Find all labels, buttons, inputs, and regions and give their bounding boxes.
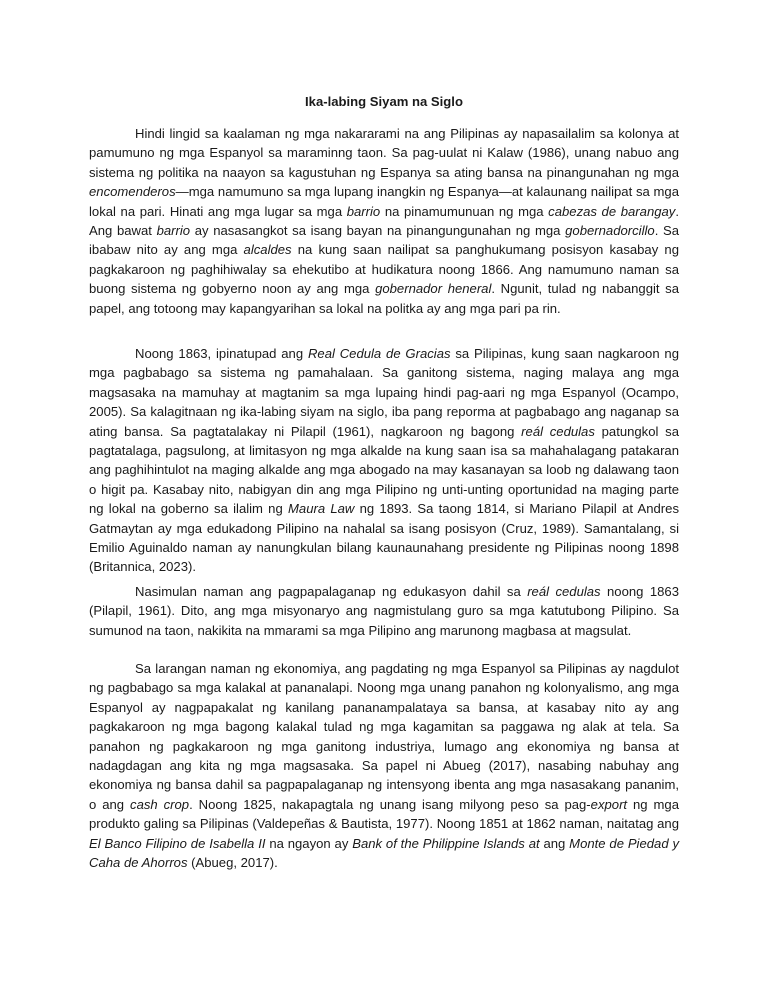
paragraph-real-cedula [89,344,679,577]
italic-term: alcaldes [243,242,292,258]
text-run: ng 1893. Sa taong 1814, si Mariano Pilapil at Andres Gatmaytan ay mga edukadong Pilipino na nahalal sa isang posisyon (Cruz, 1989). Samantalang, si Emilio Aguinaldo naman ay nanungkulan bilang kaunaunahang presidente ng Pilipinas noong 1898 (Britannica, 2023). [89,501,680,575]
italic-term: Maura Law [288,501,355,517]
text-run: ng mga produkto galing sa Pilipinas (Valdepeñas & Bautista, 1977). Noong 1851 at 1862 naman, naitatag ang [89,796,679,832]
italic-term: barrio [346,203,381,219]
text-run: Nasimulan naman ang pagpapalaganap ng edukasyon dahil sa [135,584,528,599]
italic-term: export [590,796,628,812]
text-run: Sa larangan naman ng ekonomiya, ang pagdating ng mga Espanyol sa Pilipinas ay nagdulot ng pagbabago sa mga kalakal at pananalapi. Noong mga unang panahon ng kolonyalismo, ang mga Espanyol ay nagpapakalat ng kanilang pananampalataya sa bansa, at kasabay nito ay ang pagkakaroon ng mga bagong kalakal tulad ng mga kagamitan sa paggawa ng alak at tela. Sa panahon ng pagkakaroon ng mga ganitong industriya, lumago ang ekonomiya ng bansa at nadagdagan ang kita ng mga magsasaka. Sa papel ni Abueg (2017), nasabing nabuhay ang ekonomiya ng bansa dahil sa pagpapalaganap ng intensyong ibenta ang mga nasasakang pananim, o ang [89,661,679,812]
text-run: Noong 1863, ipinatupad ang [135,346,308,361]
text-run: Hindi lingid sa kaalaman ng mga nakararami na ang Pilipinas ay napasailalim sa kolonya at pamumuno ng mga Espanyol sa maraminng taon. Sa pag-uulat ni Kalaw (1986), unang nabuo ang sistema ng politika na naayon sa kagustuhan ng Espanya sa ating bansa na pinangunahan ng mga [89,126,679,180]
text-run: ay nasasangkot sa isang bayan na pinangungunahan ng mga [190,223,566,239]
italic-term: barrio [156,223,191,239]
text-run: —mga namumuno sa mga lupang inangkin ng Espanya—at kalaunang nailipat sa mga lokal na pari. Hinati ang mga lugar sa mga [89,184,679,219]
italic-term: Real Cedula de Gracias [307,346,451,361]
italic-term: Bank of the Philippine Islands at [352,835,540,851]
paragraph-education [89,582,679,640]
text-run: . Sa ibabaw nito ay ang mga [89,223,680,258]
italic-term: cash crop [130,796,190,812]
text-run: na pinamumunuan ng mga [380,203,549,219]
italic-term: gobernador heneral [375,281,492,297]
paragraph-economy [89,659,679,872]
italic-term: encomenderos [89,184,176,200]
text-run: . Ang bawat [89,203,679,239]
text-run: . Ngunit, tulad ng nabanggit sa papel, ang totoong may kapangyarihan sa lokal na politka ay ang mga pari pa rin. [89,281,679,316]
italic-term: reál cedulas [521,423,595,439]
text-run: sa Pilipinas, kung saan nagkaroon ng mga pagbabago sa sistema ng pamahalaan. Sa ganitong sistema, naging malaya ang mga magsasaka na mamuhay at magtanim sa mga lupaing hindi pag-aari ng mga Espanyol (Ocampo, 2005). Sa kalagitnaan ng ika-labing siyam na siglo, iba pang reporma at pagbabago ang naganap sa ating bansa. Sa pagtatalakay ni Pilapil (1961), nagkaroon ng bagong [89,346,679,439]
text-run: na ngayon ay [265,835,353,851]
text-run: (Abueg, 2017). [187,855,278,871]
text-run: noong 1863 (Pilapil, 1961). Dito, ang mga misyonaryo ang nagmistulang guro sa mga katutubong Pilipino. Sa sumunod na taon, nakikita na mmarami sa mga Pilipino ang marunong magbasa at magsulat. [89,584,679,638]
italic-term: gobernadorcillo [565,223,655,239]
document-title: Ika-labing Siyam na Siglo [305,94,463,109]
text-run: patungkol sa pagtatalaga, pagsulong, at limitasyon ng mga alkalde na kung saan isa sa mahahalagang patakaran ang paghihintulot na maging alkalde ang mga abogado na may kasanayan sa loob ng dalawang taon o higit pa. Kasabay nito, nabigyan din ang mga Pilipino ng unti-unting oportunidad na maging parte ng lokal na goberno sa ilalim ng [89,423,679,517]
paragraph-political-system [89,124,679,318]
text-run: ang [539,835,570,851]
italic-term: El Banco Filipino de Isabella II [89,835,266,851]
italic-term: cabezas de barangay [548,203,676,219]
text-run: . Noong 1825, nakapagtala ng unang isang milyong peso sa pag- [189,796,591,812]
text-run: na kung saan nailipat sa panghukumang posisyon kasabay ng pagkakaroon ng paghihiwalay sa ehekutibo at hudikatura noong 1866. Ang namumuno naman sa buong sistema ng gobyerno noon ay ang mga [89,242,679,297]
italic-term: Monte de Piedad y Caha de Ahorros [89,835,679,871]
italic-term: reál cedulas [527,584,601,599]
